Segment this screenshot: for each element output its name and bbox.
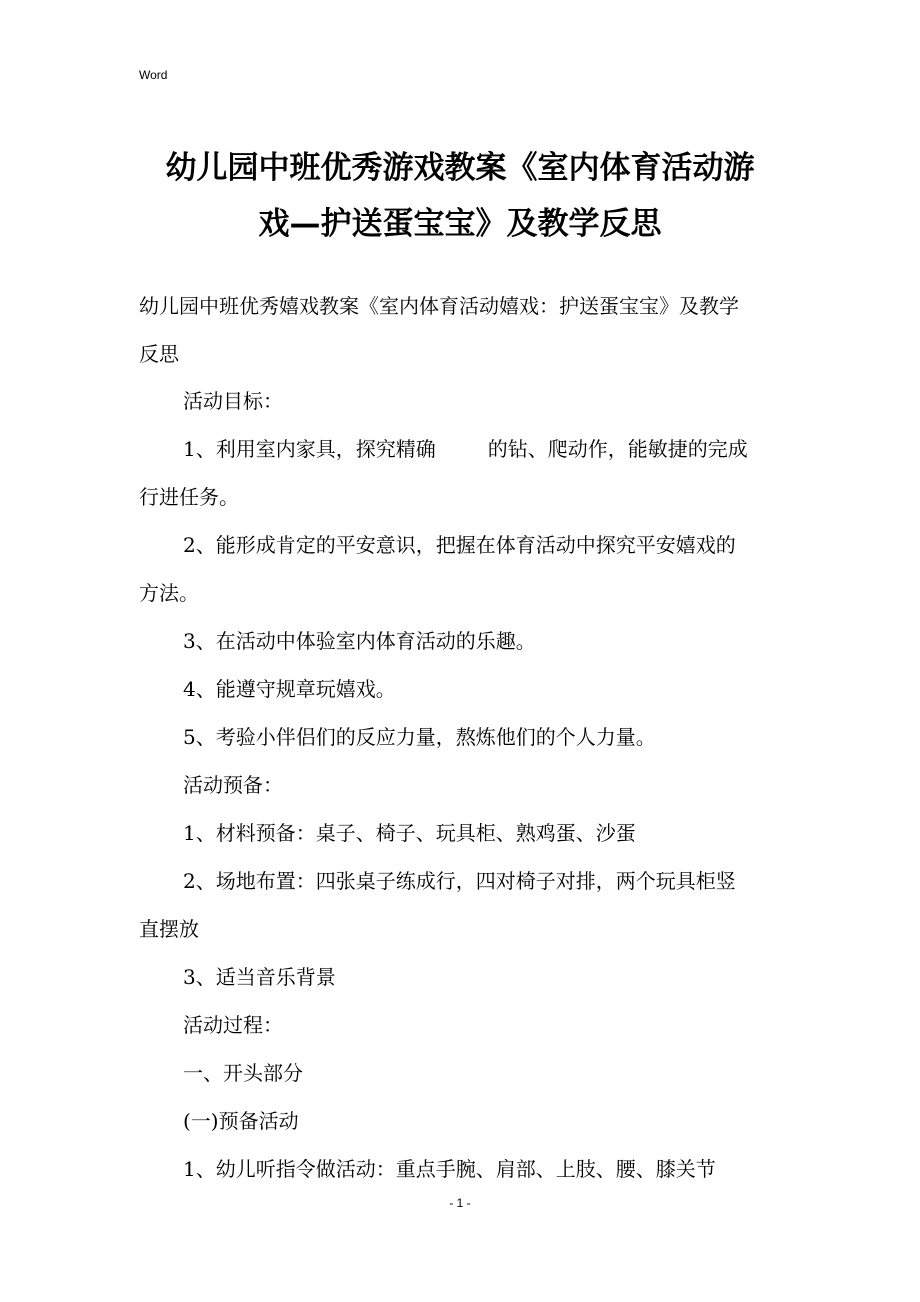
prep-2-line-2: 直摆放 [139,917,199,941]
goal-4: 4、能遵守规章玩嬉戏。 [183,677,396,701]
title-line-1: 幼儿园中班优秀游戏教案《室内体育活动游 [165,150,755,186]
goal-1-part-1: 1、利用室内家具，探究精确 [183,437,436,461]
goal-1-line-2: 行进任务。 [139,485,239,509]
subtitle-line-1: 幼儿园中班优秀嬉戏教案《室内体育活动嬉戏：护送蛋宝宝》及教学 [139,294,739,318]
prep-3: 3、适当音乐背景 [183,965,336,989]
goal-1-line-1 [139,425,784,473]
subsection-1-heading: (一)预备活动 [183,1109,299,1133]
title-line-2: 戏—护送蛋宝宝》及教学反思 [258,206,662,242]
process-heading: 活动过程： [183,1013,283,1037]
goal-2-line-2: 方法。 [139,581,199,605]
prep-1: 1、材料预备：桌子、椅子、玩具柜、熟鸡蛋、沙蛋 [183,821,636,845]
header-label: Word [139,68,168,82]
prep-2-line-1: 2、场地布置：四张桌子练成行，四对椅子对排，两个玩具柜竖 [183,869,736,893]
goal-3: 3、在活动中体验室内体育活动的乐趣。 [183,629,536,653]
goal-1-part-2: 的钻、爬动作，能敏捷的完成 [487,437,748,461]
step-1: 1、幼儿听指令做活动：重点手腕、肩部、上肢、腰、膝关节 [183,1157,716,1181]
prep-heading: 活动预备： [183,773,283,797]
page-number: - 1 - [449,1196,471,1210]
subtitle-line-2: 反思 [139,342,179,366]
section-1-heading: 一、开头部分 [183,1061,303,1085]
goal-5: 5、考验小伴侣们的反应力量，熬炼他们的个人力量。 [183,725,656,749]
goals-heading: 活动目标： [183,389,283,413]
goal-2-line-1: 2、能形成肯定的平安意识，把握在体育活动中探究平安嬉戏的 [183,533,736,557]
document-title [139,140,781,252]
